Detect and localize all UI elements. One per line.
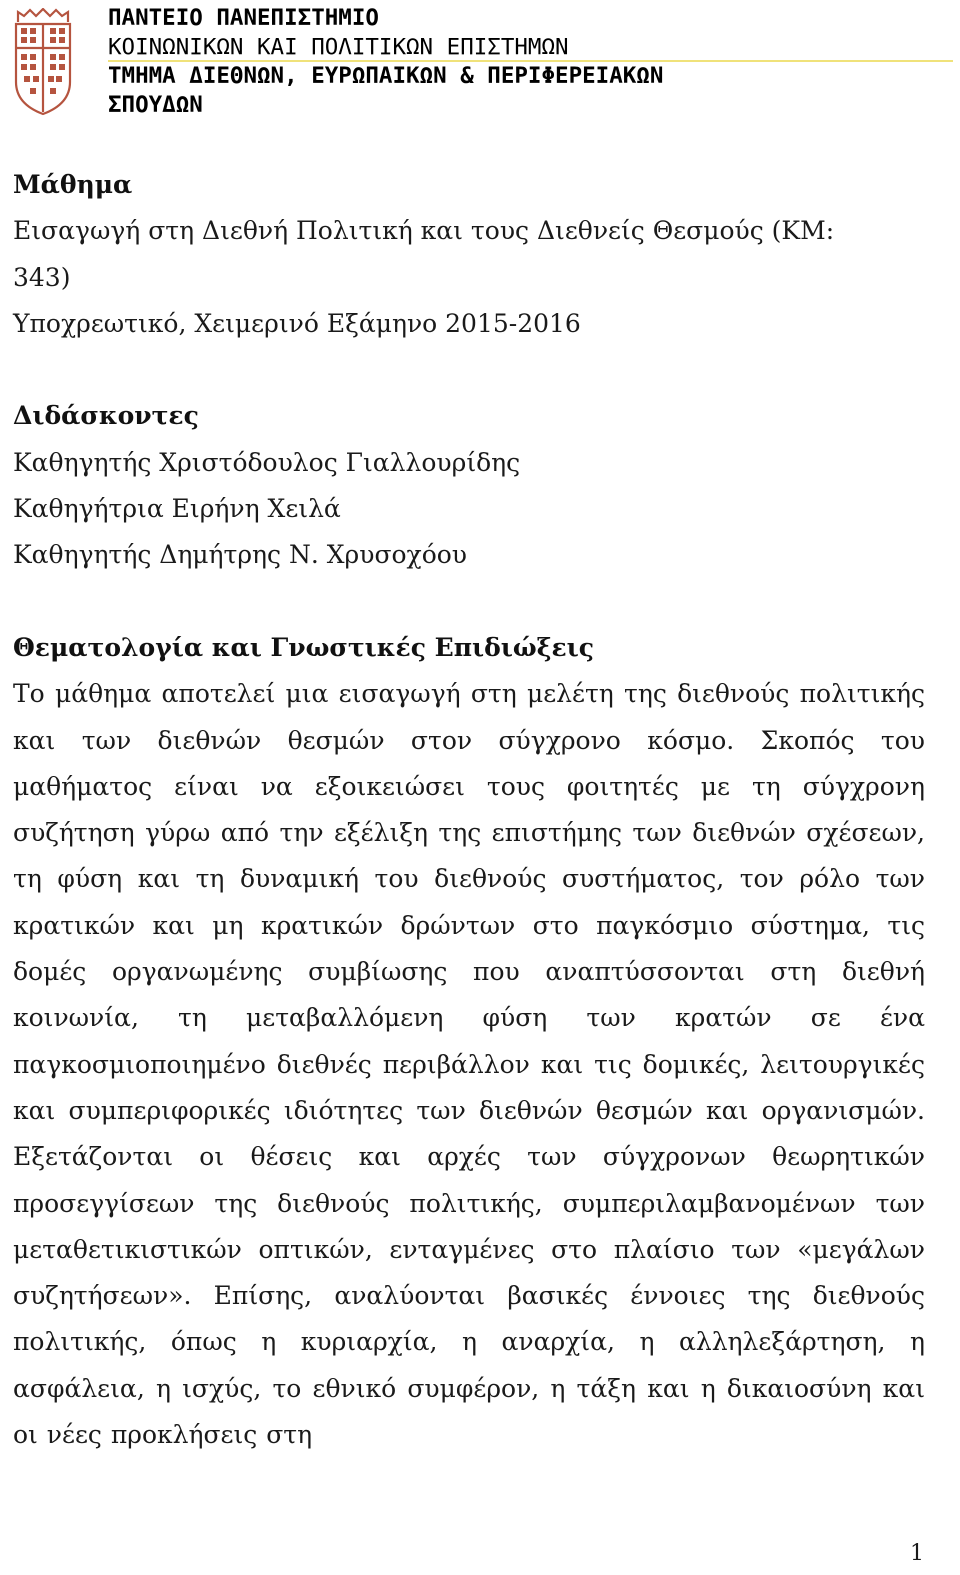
course-title-line2: 343) [13, 262, 71, 292]
spacer [13, 347, 925, 393]
instructor-name: Καθηγητής Δημήτρης Ν. Χρυσοχόου [13, 540, 468, 570]
school-name: ΚΟΙΝΩΝΙΚΩΝ ΚΑΙ ΠΟΛΙΤΙΚΩΝ ΕΠΙΣΤΗΜΩΝ [108, 34, 569, 60]
header-divider [108, 60, 953, 62]
course-type: Υποχρεωτικό, Χειμερινό Εξάμηνο 2015-2016 [13, 308, 581, 338]
instructor-name: Καθηγήτρια Ειρήνη Χειλά [13, 494, 341, 524]
topics-heading: Θεματολογία και Γνωστικές Επιδιώξεις [13, 632, 594, 662]
page-header [0, 0, 960, 130]
spacer [13, 579, 925, 625]
page-number: 1 [910, 1541, 924, 1566]
course-section [13, 162, 925, 347]
course-heading: Μάθημα [13, 170, 133, 199]
department-name-line1: ΤΜΗΜΑ ΔΙΕΘΝΩΝ, ΕΥΡΩΠΑΙΚΩΝ & ΠΕΡΙΦΕΡΕΙΑΚΩΝ [108, 63, 664, 89]
university-name: ΠΑΝΤΕΙΟ ΠΑΝΕΠΙΣΤΗΜΙΟ [108, 5, 379, 31]
topics-paragraph: Το μάθημα αποτελεί μια εισαγωγή στη μελέτη της διεθνούς πολιτικής και των διεθνών θεσμών στον σύγχρονο κόσμο. Σκοπός του μαθήματος είναι να εξοικειώσει τους φοιτητές με τη σύγχρονη συζήτηση γύρω από την εξέλιξη της επιστήμης των διεθνών σχέσεων, τη φύση και τη δυναμική του διεθνούς συστήματος, τον ρόλο των κρατικών και μη κρατικών δρώντων στο παγκόσμιο σύστημα, τις δομές οργανωμένης συμβίωσης που αναπτύσσονται στη διεθνή κοινωνία, τη μεταβαλλόμενη φύση των κρατών σε ένα παγκοσμιοποιημένο διεθνές περιβάλλον και τις δομικές, λειτουργικές και συμπεριφορικές ιδιότητες των διεθνών θεσμών και οργανισμών. Εξετάζονται οι θέσεις και αρχές των σύγχρονων θεωρητικών προσεγγίσεων της διεθνούς πολιτικής, συμπεριλαμβανομένων των μεταθετικιστικών οπτικών, ενταγμένες στο πλαίσιο των «μεγάλων συζητήσεων». Επίσης, αναλύονται βασικές έννοιες της διεθνούς πολιτικής, όπως η κυριαρχία, η αναρχία, η αλληλεξάρτηση, η ασφάλεια, η ισχύς, το εθνικό συμφέρον, η τάξη και η δικαιοσύνη και οι νέες προκλήσεις στη [13, 679, 925, 1450]
document-body [13, 162, 925, 1458]
instructors-heading: Διδάσκοντες [13, 401, 199, 431]
instructor-name: Καθηγητής Χριστόδουλος Γιαλλουρίδης [13, 447, 521, 477]
course-title-line1: Εισαγωγή στη Διεθνή Πολιτική και τους Διεθνείς Θεσμούς (ΚΜ: [13, 216, 835, 246]
instructors-section [13, 393, 925, 578]
topics-section [13, 625, 925, 1458]
institution-header [108, 4, 953, 120]
university-seal-icon [10, 8, 76, 118]
department-name-line2: ΣΠΟΥΔΩΝ [108, 92, 203, 118]
